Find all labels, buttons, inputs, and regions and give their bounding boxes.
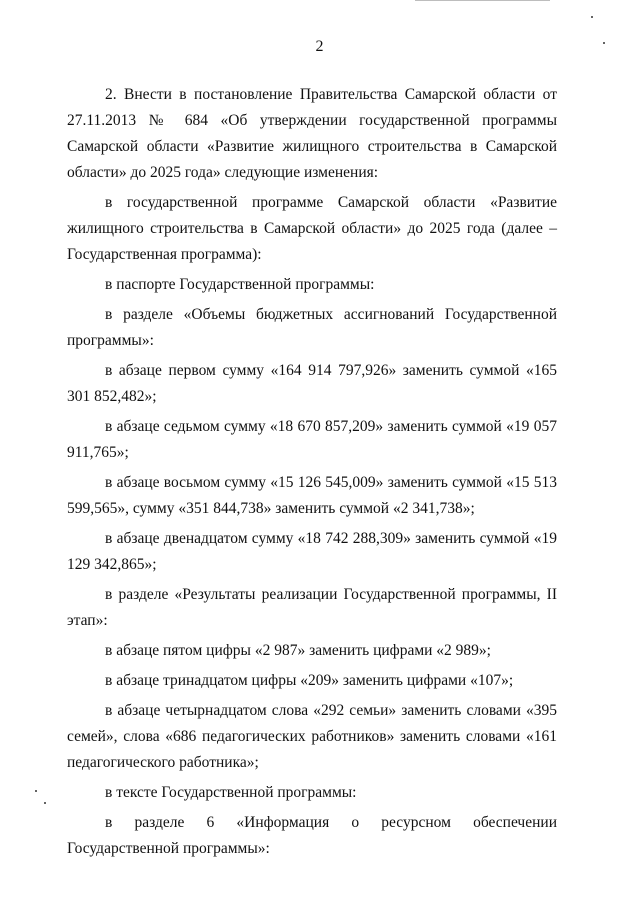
paragraph-program-text: в тексте Государственной программы: xyxy=(105,784,357,801)
scan-speck xyxy=(44,802,46,804)
paragraph-passport: в паспорте Государственной программы: xyxy=(105,276,375,293)
paragraph-first-sum: в абзаце первом сумму «164 914 797,926» заменить суммой «165 301 852,482»; xyxy=(67,362,557,405)
scan-artifact-line xyxy=(415,0,550,1)
paragraph-twelfth-sum: в абзаце двенадцатом сумму «18 742 288,309» заменить суммой «19 129 342,865»; xyxy=(67,530,557,573)
paragraph-results-section: в разделе «Результаты реализации Государственной программы, II этап»: xyxy=(67,586,557,629)
paragraph-amend-resolution: 2. Внести в постановление Правительства Самарской области от 27.11.2013 № 684 «Об утверждении государственной программы Самарской области «Развитие жилищного строительства в Самарской области» до 2025 года» следующие изменения: xyxy=(67,86,557,181)
paragraph-budget-section: в разделе «Объемы бюджетных ассигнований Государственной программы»: xyxy=(67,306,557,349)
paragraph-eighth-sum: в абзаце восьмом сумму «15 126 545,009» заменить суммой «15 513 599,565», сумму «351 844,738» заменить суммой «2 341,738»; xyxy=(67,474,557,517)
page-number: 2 xyxy=(315,38,324,55)
paragraph-section-6: в разделе 6 «Информация о ресурсном обеспечении Государственной программы»: xyxy=(67,814,557,857)
paragraph-state-program: в государственной программе Самарской области «Развитие жилищного строительства в Самарской области» до 2025 года (далее – Государственная программа): xyxy=(67,194,557,263)
paragraph-fourteenth-words: в абзаце четырнадцатом слова «292 семьи» заменить словами «395 семей», слова «686 педагогических работников» заменить словами «161 педагогического работника»; xyxy=(67,702,557,771)
scan-speck xyxy=(591,16,593,18)
paragraph-fifth-figures: в абзаце пятом цифры «2 987» заменить цифрами «2 989»; xyxy=(105,642,491,659)
document-body xyxy=(67,82,557,862)
scan-speck xyxy=(35,790,37,792)
paragraph-thirteenth-figures: в абзаце тринадцатом цифры «209» заменить цифрами «107»; xyxy=(105,672,514,689)
paragraph-seventh-sum: в абзаце седьмом сумму «18 670 857,209» заменить суммой «19 057 911,765»; xyxy=(67,418,557,461)
